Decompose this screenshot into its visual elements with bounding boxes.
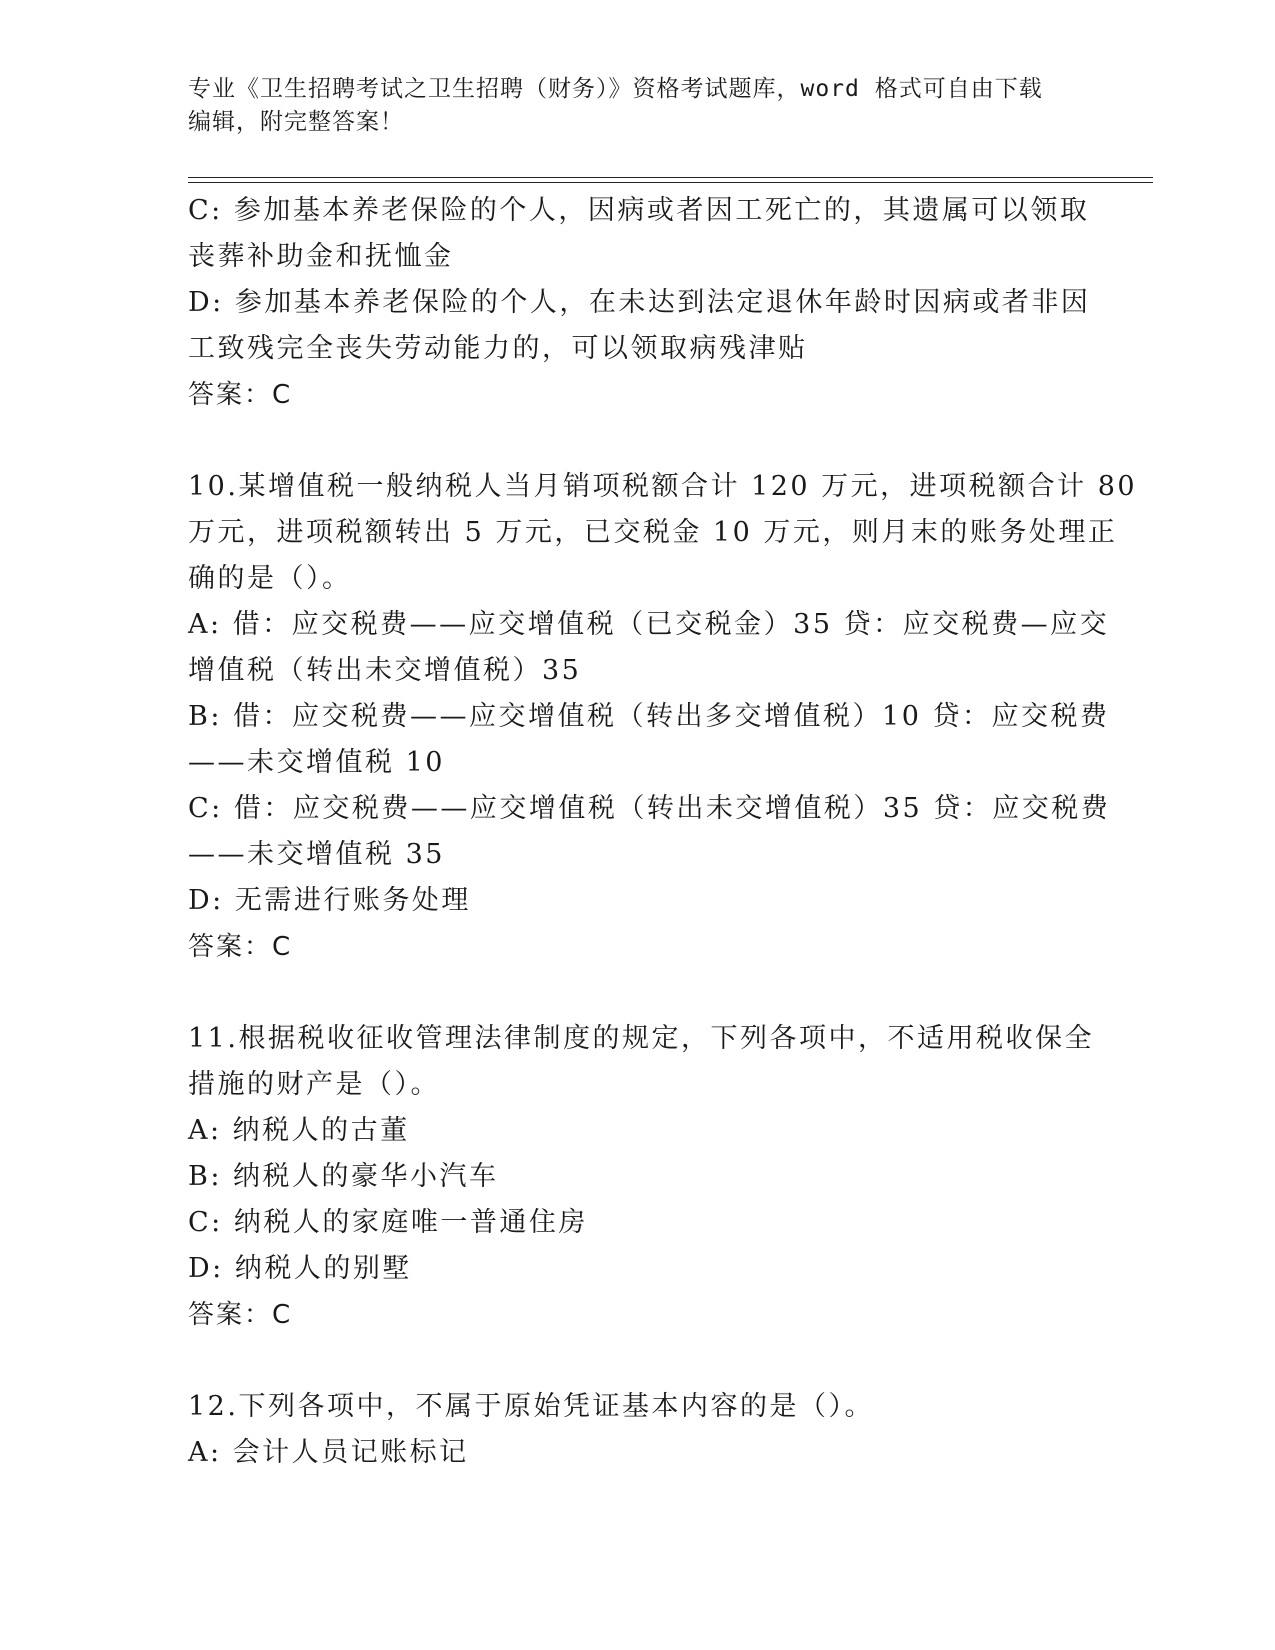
option-d-line-2: 工致残完全丧失劳动能力的，可以领取病残津贴 <box>188 333 808 364</box>
spacer <box>188 1338 1088 1384</box>
question-stem-line-1: 11.根据税收征收管理法律制度的规定，下列各项中，不适用税收保全 <box>188 1023 1094 1054</box>
question-11 <box>188 1016 1094 1338</box>
header-line-1: 专业《卫生招聘考试之卫生招聘（财务）》资格考试题库，word 格式可自由下载 <box>188 76 1043 102</box>
answer-line: 答案：C <box>188 932 293 962</box>
option-c-line-1: C: 纳税人的家庭唯一普通住房 <box>188 1207 588 1238</box>
question-stem-line-2: 万元，进项税额转出 5 万元，已交税金 10 万元，则月末的账务处理正 <box>188 517 1118 548</box>
answer-line: 答案：C <box>188 1300 293 1330</box>
option-b-line-2: ——未交增值税 10 <box>188 747 445 778</box>
header-divider-top <box>188 177 1153 178</box>
header-line-2: 编辑，附完整答案！ <box>188 109 404 135</box>
option-a-line-2: 增值税（转出未交增值税）35 <box>188 655 582 686</box>
option-c-line-1: C: 借：应交税费——应交增值税（转出未交增值税）35 贷：应交税费 <box>188 793 1111 824</box>
option-d-line-1: D: 无需进行账务处理 <box>188 885 471 916</box>
spacer <box>188 970 1088 1016</box>
question-9-continued <box>188 188 1091 418</box>
option-c-line-2: 丧葬补助金和抚恤金 <box>188 241 454 272</box>
answer-line: 答案：C <box>188 380 293 410</box>
question-10 <box>188 464 1138 970</box>
option-b-line-1: B: 借：应交税费——应交增值税（转出多交增值税）10 贷：应交税费 <box>188 701 1110 732</box>
document-body <box>188 188 1138 1476</box>
option-b-line-1: B: 纳税人的豪华小汽车 <box>188 1161 499 1192</box>
option-a-line-1: A: 借：应交税费——应交增值税（已交税金）35 贷：应交税费—应交 <box>188 609 1110 640</box>
question-stem-line-2: 措施的财产是（）。 <box>188 1069 440 1100</box>
option-a-line-1: A: 会计人员记账标记 <box>188 1437 469 1468</box>
option-d-line-1: D: 纳税人的别墅 <box>188 1253 412 1284</box>
document-header <box>188 73 1088 139</box>
question-12 <box>188 1384 1088 1476</box>
spacer <box>188 418 1088 464</box>
question-stem-line-1: 10.某增值税一般纳税人当月销项税额合计 120 万元，进项税额合计 80 <box>188 471 1138 502</box>
option-d-line-1: D: 参加基本养老保险的个人，在未达到法定退休年龄时因病或者非因 <box>188 287 1091 318</box>
option-a-line-1: A: 纳税人的古董 <box>188 1115 410 1146</box>
question-stem-line-1: 12.下列各项中，不属于原始凭证基本内容的是（）。 <box>188 1391 874 1422</box>
header-divider-bottom <box>188 182 1153 183</box>
question-stem-line-3: 确的是（）。 <box>188 563 352 594</box>
option-c-line-1: C: 参加基本养老保险的个人，因病或者因工死亡的，其遗属可以领取 <box>188 195 1090 226</box>
option-c-line-2: ——未交增值税 35 <box>188 839 445 870</box>
